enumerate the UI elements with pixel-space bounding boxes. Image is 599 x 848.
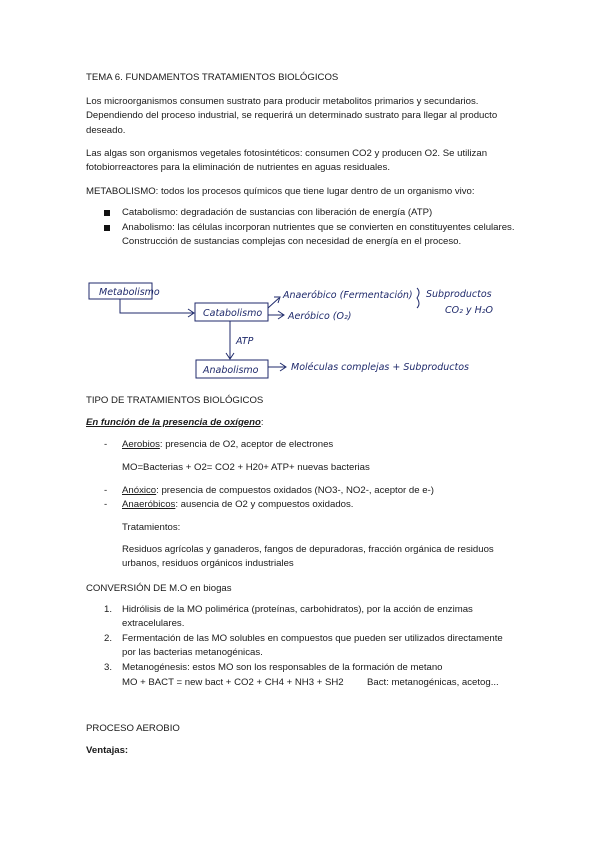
anaerobicos-text: : ausencia de O2 y compuestos oxidados.: [175, 499, 354, 510]
diagram-moleculas-label: Moléculas complejas + Subproductos: [291, 362, 469, 373]
anaerobicos-label: Anaeróbicos: [122, 499, 176, 510]
diagram-atp-label: ATP: [236, 336, 254, 347]
dash-bullet: -: [104, 499, 108, 510]
intro-paragraph-2: Las algas son organismos vegetales fotosintéticos: consumen CO2 y producen O2. Se utilizan fotobiorreactores para la eliminación de nutrientes en aguas residuales.: [86, 148, 488, 174]
diagram-aerobico-label: Aeróbico (O₂): [288, 311, 352, 322]
biogas-equation: MO + BACT = new bact + CO2 + CH4 + NH3 + SH2: [122, 677, 344, 688]
proceso-aerobio-heading: PROCESO AEROBIO: [86, 723, 180, 734]
funcion-colon: :: [260, 417, 264, 428]
intro-paragraph-1: Los microorganismos consumen sustrato para producir metabolitos primarios y secundarios. Dependiendo del proceso industrial, se requerirá un determinado sustrato para llegar al producto deseado.: [86, 96, 498, 136]
diagram-anabolismo-label: Anabolismo: [203, 365, 259, 376]
conversion-heading: CONVERSIÓN DE M.O en biogas: [86, 583, 232, 594]
bullet-anabolismo: Anabolismo: las células incorporan nutrientes que se convierten en constituyentes celulares. Construcción de sustancias complejas con necesidad de energía en el proceso.: [122, 222, 515, 248]
bullet-square-icon: [104, 210, 110, 216]
anaerobicos-line: [122, 498, 353, 512]
mo-equation: MO=Bacterias + O2= CO2 + H20+ ATP+ nuevas bacterias: [122, 462, 370, 473]
diagram-co2-h2o-label: CO₂ y H₂O: [445, 305, 494, 316]
step-3-text: Metanogénesis: estos MO son los responsables de la formación de metano: [122, 662, 443, 673]
anoxico-line: [122, 484, 434, 498]
dash-bullet: -: [104, 485, 108, 496]
diagram-anaerobico-label: Anaeróbico (Fermentación): [283, 290, 413, 301]
tipo-tratamientos-heading: TIPO DE TRATAMIENTOS BIOLÓGICOS: [86, 395, 264, 406]
bact-note: Bact: metanogénicas, acetog...: [367, 677, 499, 688]
step-2-text: Fermentación de las MO solubles en compuestos que pueden ser utilizados directamente por las bacterias metanogénicas.: [122, 633, 503, 659]
aerobios-line: [122, 438, 333, 452]
step-number-3: 3.: [104, 662, 113, 673]
bullet-catabolismo: Catabolismo: degradación de sustancias con liberación de energía (ATP): [122, 207, 433, 218]
metabolismo-to-catabolismo-arrow: [120, 299, 193, 313]
anoxico-text: : presencia de compuestos oxidados (NO3-, NO2-, aceptor de e-): [156, 485, 434, 496]
brace: [417, 288, 419, 308]
funcion-oxigeno-text: En función de la presencia de oxígeno: [86, 417, 261, 428]
step-number-2: 2.: [104, 633, 113, 644]
dash-bullet: -: [104, 439, 108, 450]
metabolismo-definition: METABOLISMO: todos los procesos químicos que tiene lugar dentro de un organismo vivo:: [86, 186, 475, 197]
step-1-text: Hidrólisis de la MO polimérica (proteínas, carbohidratos), por la acción de enzimas extracelulares.: [122, 604, 473, 630]
residuos-text: Residuos agrícolas y ganaderos, fangos de depuradoras, fracción orgánica de residuos urbanos, residuos orgánicos industriales: [122, 544, 494, 570]
tratamientos-label: Tratamientos:: [122, 522, 181, 533]
bullet-square-icon: [104, 225, 110, 231]
funcion-oxigeno-line: [86, 416, 264, 430]
ventajas-label: Ventajas:: [86, 745, 129, 756]
diagram-metabolismo-label: Metabolismo: [99, 287, 160, 298]
aerobios-label: Aerobios: [122, 439, 160, 450]
page-title: TEMA 6. FUNDAMENTOS TRATAMIENTOS BIOLÓGICOS: [86, 72, 339, 83]
aerobios-text: : presencia de O2, aceptor de electrones: [159, 439, 334, 450]
anoxico-label: Anóxico: [122, 485, 157, 496]
step-number-1: 1.: [104, 604, 113, 615]
metabolism-diagram: [80, 276, 520, 384]
diagram-catabolismo-label: Catabolismo: [203, 308, 263, 319]
diagram-subproductos-label: Subproductos: [426, 289, 492, 300]
